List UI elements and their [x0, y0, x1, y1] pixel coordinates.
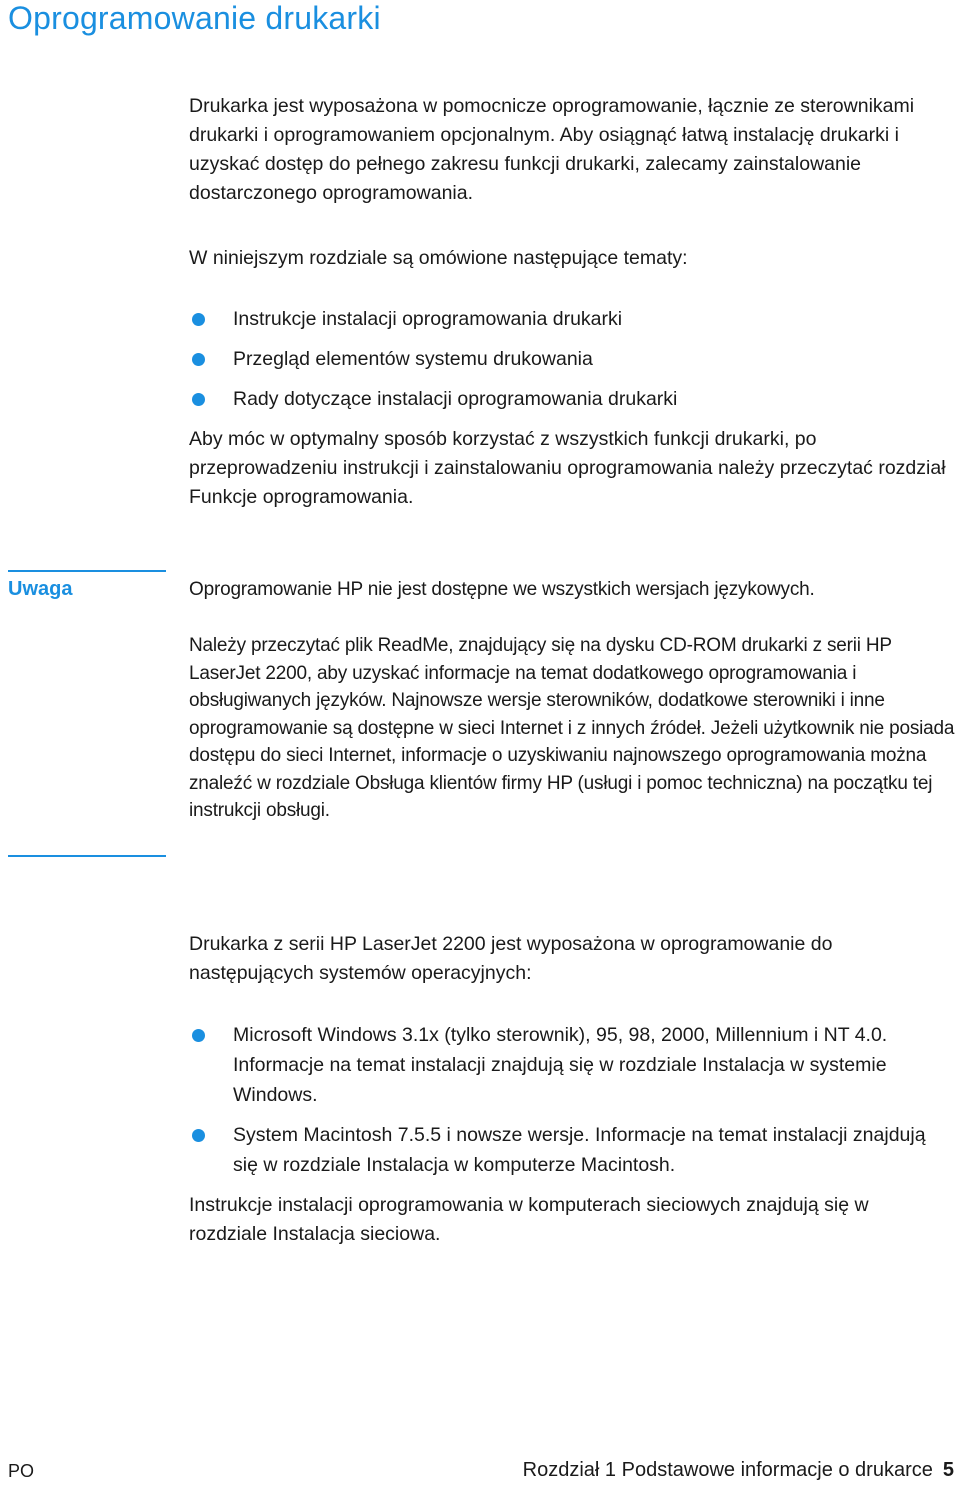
list-item-text: Instrukcje instalacji oprogramowania drukarki [233, 308, 623, 330]
note-label: Uwaga [8, 578, 73, 600]
footer-language: PO [8, 1461, 35, 1481]
footer-chapter [523, 1459, 954, 1482]
note-top-divider [8, 570, 166, 572]
list-item-text: Microsoft Windows 3.1x (tylko sterownik), 95, 98, 2000, Millennium i NT 4.0. Informacje na temat instalacji znajdują się w rozdziale Instalacja w systemie Windows. [233, 1024, 888, 1106]
note-paragraph: Należy przeczytać plik ReadMe, znajdujący się na dysku CD-ROM drukarki z serii HP LaserJet 2200, aby uzyskać informacje na temat dodatkowego oprogramowania i obsługiwanych języków. Najnowsze wersje sterowników, dodatkowe sterowniki i inne oprogramowanie są dostępne w sieci Internet i z innych źródeł. Jeżeli użytkownik nie posiada dostępu do sieci Internet, informacje o uzyskiwaniu najnowszego oprogramowania można znaleźć w rozdziale Obsługa klientów firmy HP (usługi i pomoc techniczna) na początku tej instrukcji obsługi. [189, 635, 955, 821]
list-item-text: Przegląd elementów systemu drukowania [233, 348, 593, 370]
bullet-icon [192, 1029, 205, 1042]
list-item-text: Rady dotyczące instalacji oprogramowania drukarki [233, 388, 678, 410]
after-topics-paragraph: Aby móc w optymalny sposób korzystać z wszystkich funkcji drukarki, po przeprowadzeniu instrukcji i zainstalowaniu oprogramowania należy przeczytać rozdział Funkcje oprogramowania. [189, 428, 946, 508]
list-item [189, 384, 949, 414]
note-bottom-divider [8, 855, 166, 857]
network-paragraph: Instrukcje instalacji oprogramowania w komputerach sieciowych znajdują się w rozdziale Instalacja sieciowa. [189, 1194, 869, 1245]
list-item [189, 1020, 949, 1110]
note-line: Oprogramowanie HP nie jest dostępne we wszystkich wersjach językowych. [189, 579, 815, 600]
page-number: 5 [942, 1459, 954, 1481]
bullet-icon [192, 353, 205, 366]
bullet-icon [192, 393, 205, 406]
os-intro-paragraph: Drukarka z serii HP LaserJet 2200 jest wyposażona w oprogramowanie do następujących systemów operacyjnych: [189, 933, 833, 984]
intro-paragraph: Drukarka jest wyposażona w pomocnicze oprogramowanie, łącznie ze sterownikami drukarki i oprogramowaniem opcjonalnym. Aby osiągnąć łatwą instalację drukarki i uzyskać dostęp do pełnego zakresu funkcji drukarki, zalecamy zainstalowanie dostarczonego oprogramowania. [189, 95, 915, 204]
footer-chapter-title: Rozdział 1 Podstawowe informacje o drukarce [522, 1459, 933, 1481]
list-item-text: System Macintosh 7.5.5 i nowsze wersje. Informacje na temat instalacji znajdują się w rozdziale Instalacja w komputerze Macintosh. [233, 1124, 926, 1176]
topics-list [189, 304, 949, 414]
bullet-icon [192, 313, 205, 326]
list-item [189, 1120, 949, 1180]
os-list [189, 1020, 949, 1180]
bullet-icon [192, 1129, 205, 1142]
list-item [189, 304, 949, 334]
topics-intro: W niniejszym rozdziale są omówione następujące tematy: [189, 247, 688, 269]
page-title: Oprogramowanie drukarki [8, 0, 381, 36]
list-item [189, 344, 949, 374]
